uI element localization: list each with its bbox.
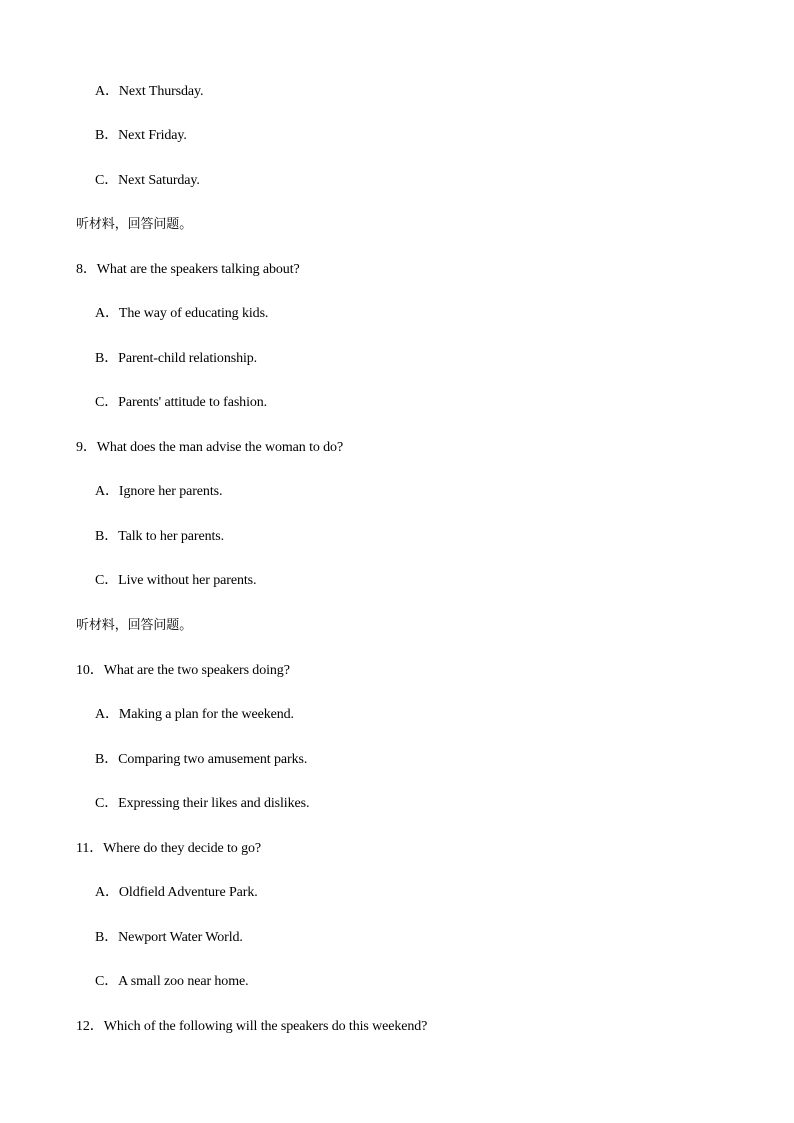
question-10: 10．What are the two speakers doing? [76,663,290,678]
question-11-option-b: B．Newport Water World. [95,930,243,945]
question-11-option-c: C．A small zoo near home. [95,974,249,989]
option-a-next-thursday: A．Next Thursday. [95,84,204,99]
question-9: 9．What does the man advise the woman to do? [76,440,344,455]
question-8-option-c: C．Parents' attitude to fashion. [95,395,268,410]
section-instruction: 听材料，回答问题。 [76,618,193,633]
section-instruction: 听材料，回答问题。 [76,217,193,232]
question-12: 12．Which of the following will the speakers do this weekend? [76,1019,428,1034]
question-10-option-a: A．Making a plan for the weekend. [95,707,294,722]
question-9-option-c: C．Live without her parents. [95,573,257,588]
option-c-next-saturday: C．Next Saturday. [95,173,200,188]
question-10-option-b: B．Comparing two amusement parks. [95,752,308,767]
question-11: 11．Where do they decide to go? [76,841,262,856]
question-8-option-a: A．The way of educating kids. [95,306,269,321]
question-8: 8．What are the speakers talking about? [76,262,300,277]
question-11-option-a: A．Oldfield Adventure Park. [95,885,258,900]
question-10-option-c: C．Expressing their likes and dislikes. [95,796,310,811]
question-9-option-a: A．Ignore her parents. [95,484,223,499]
option-b-next-friday: B．Next Friday. [95,128,187,143]
question-9-option-b: B．Talk to her parents. [95,529,225,544]
question-8-option-b: B．Parent-child relationship. [95,351,258,366]
